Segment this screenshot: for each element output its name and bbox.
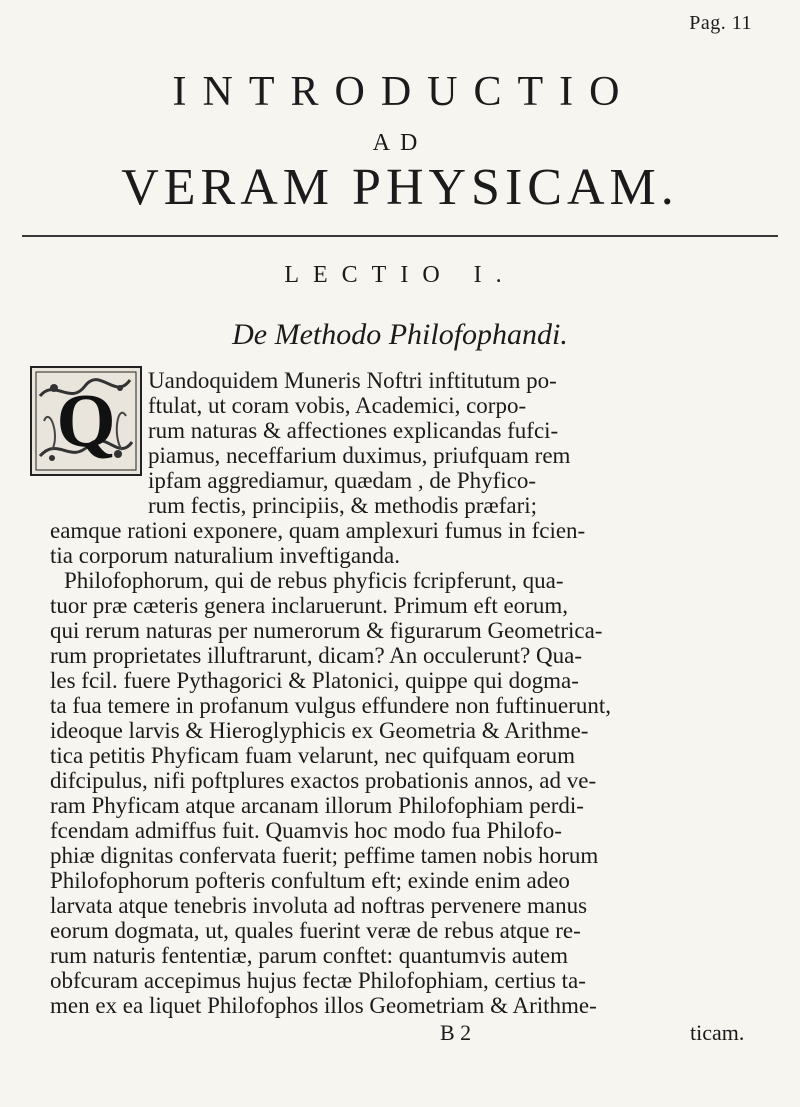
body-line: tuor præ cæteris genera inclaruerunt. Primum eft eorum, (50, 593, 568, 618)
title-rule (22, 235, 778, 237)
body-line: qui rerum naturas per numerorum & figurarum Geometrica- (50, 618, 603, 643)
body-line: Philofophorum pofteris confultum eft; exinde enim adeo (50, 868, 570, 893)
body-line: men ex ea liquet Philofophos illos Geometriam & Arithme- (50, 993, 597, 1018)
body-line: eamque rationi exponere, quam amplexuri fumus in fcien- (50, 518, 586, 543)
catchword: ticam. (690, 1020, 745, 1045)
body-line: tica petitis Phyficam fuam velarunt, nec quifquam eorum (50, 743, 576, 768)
body-line: ta fua temere in profanum vulgus effundere non fuftinuerunt, (50, 693, 611, 718)
body-line: ftulat, ut coram vobis, Academici, corpo- (148, 393, 527, 418)
lectio-heading: LECTIO I. (284, 262, 516, 288)
body-line: Philofophorum, qui de rebus phyficis fcripferunt, qua- (64, 568, 564, 593)
body-line: ipfam aggrediamur, quædam , de Phyfico- (148, 468, 537, 493)
body-line: piamus, neceffarium duximus, priufquam rem (148, 443, 571, 468)
body-line: rum fectis, principiis, & methodis præfari; (148, 493, 538, 518)
body-line: obfcuram accepimus hujus fectæ Philofophiam, certius ta- (50, 968, 586, 993)
body-line: Uandoquidem Muneris Noftri inftitutum po- (148, 368, 557, 393)
body-line: rum naturas & affectiones explicandas fufci- (148, 418, 559, 443)
body-line: rum naturis fententiæ, parum conftet: quantumvis autem (50, 943, 569, 968)
body-line: ideoque larvis & Hieroglyphicis ex Geometria & Arithme- (50, 718, 589, 743)
body-line: difcipulus, nifi poftplures exactos probationis annos, ad ve- (50, 768, 597, 793)
body-line: larvata atque tenebris involuta ad noftras pervenere manus (50, 893, 588, 918)
title-line-3: VERAM PHYSICAM. (121, 159, 679, 216)
body-line: rum proprietates illuftrarunt, dicam? An occulerunt? Qua- (50, 643, 582, 668)
body-line: tia corporum naturalium inveftiganda. (50, 543, 400, 568)
body-line: les fcil. fuere Pythagorici & Platonici, quippe qui dogma- (50, 668, 579, 693)
section-subtitle: De Methodo Philofophandi. (232, 318, 568, 351)
body-line: fcendam admiffus fuit. Quamvis hoc modo fua Philofo- (50, 818, 562, 843)
initial-letter: Q (56, 379, 116, 463)
decorated-initial-q-icon (30, 366, 142, 476)
title-line-1: INTRODUCTIO (172, 69, 636, 115)
body-line: ram Phyficam atque arcanam illorum Philofophiam perdi- (50, 793, 584, 818)
title-line-2: AD (372, 130, 428, 156)
page-number: Pag. 11 (689, 12, 752, 34)
body-line: phiæ dignitas confervata fuerit; peffime tamen nobis horum (50, 843, 599, 868)
body-line: eorum dogmata, ut, quales fuerint veræ de rebus atque re- (50, 918, 581, 943)
signature-mark: B 2 (440, 1020, 472, 1045)
